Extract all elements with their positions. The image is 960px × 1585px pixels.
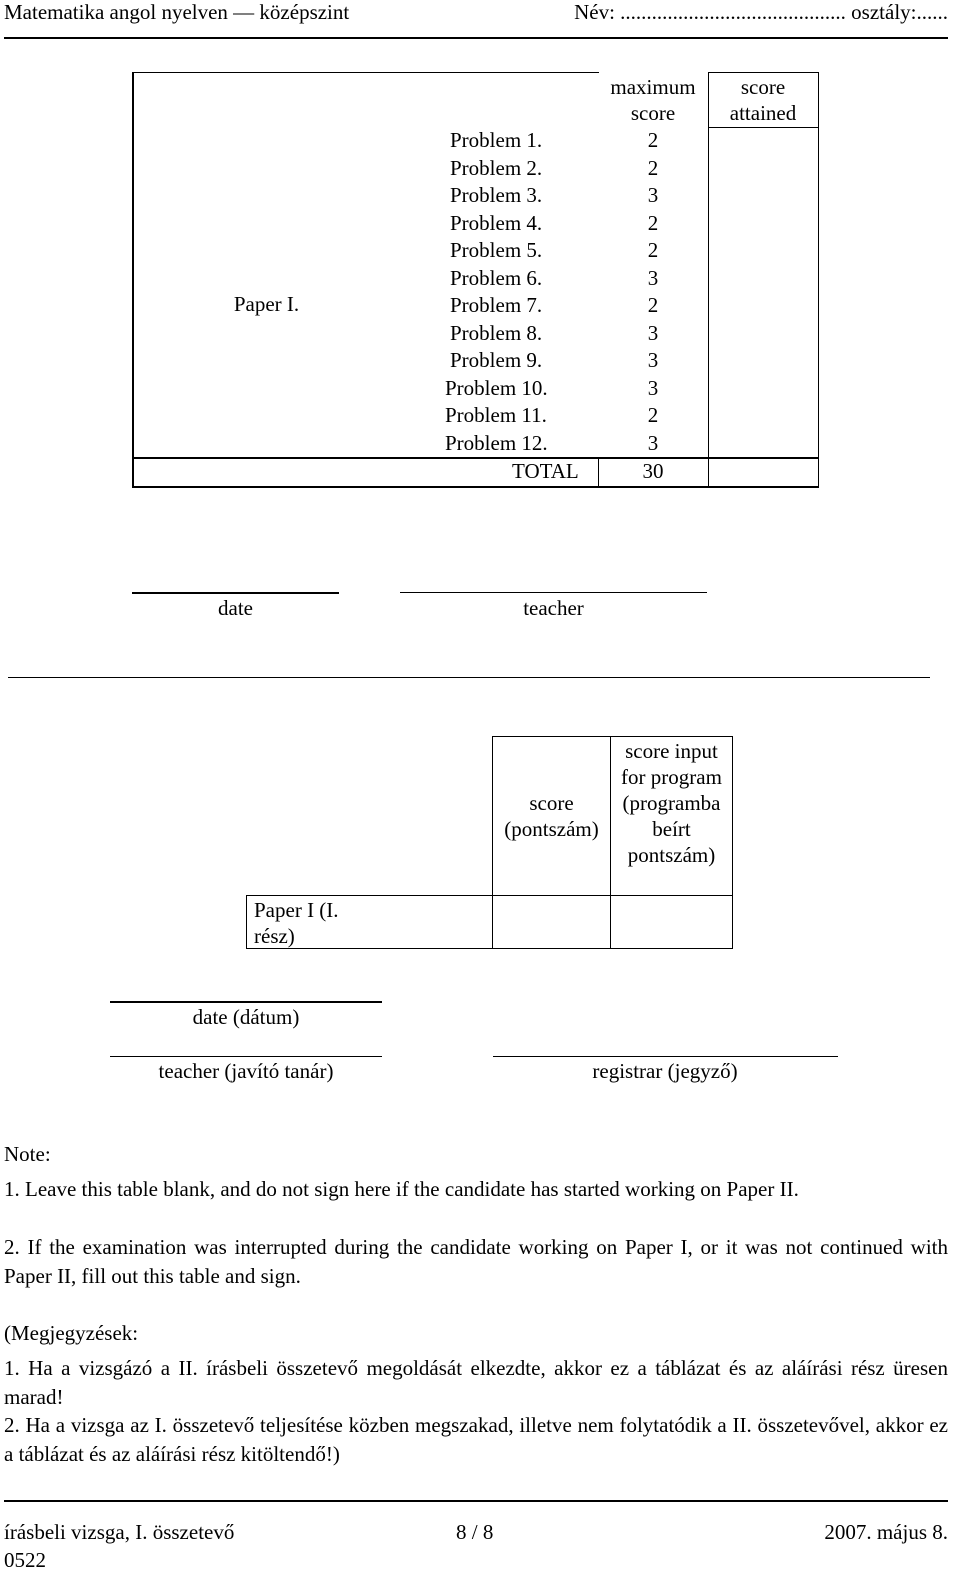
note-hu-item-1: 1. Ha a vizsgázó a II. írásbeli összetevő megoldását elkezdte, akkor ez a táblázat és az aláírási rész üresen marad!	[4, 1356, 948, 1409]
header-left: Matematika angol nyelven — középszint	[4, 0, 350, 24]
problem-max: 3	[647, 183, 659, 207]
teacher-javito-label: teacher (javító tanár)	[158, 1059, 334, 1083]
col-score-input: score input for program (programba beírt pontszám)	[621, 739, 722, 867]
problem-max: 3	[647, 265, 659, 290]
problem-max: 3	[647, 375, 659, 400]
problem-label: Problem 2.	[450, 155, 543, 180]
problem-max: 2	[647, 128, 659, 152]
problem-label: Problem 12.	[445, 430, 548, 455]
problem-max: 2	[647, 403, 659, 427]
problem-label: Problem 8.	[450, 320, 543, 345]
footer-code: 0522	[4, 1548, 46, 1572]
problem-max: 2	[647, 238, 659, 262]
problem-max: 3	[647, 348, 659, 372]
date-label: date	[218, 596, 253, 620]
footer-rule	[4, 1500, 948, 1502]
note-hu-item-2: 2. Ha a vizsga az I. összetevő teljesítése közben megszakad, illetve nem folytatódik a II. összetevővel, akkor ez a táblázat és az aláírási rész kitöltendő!)	[4, 1413, 948, 1466]
problem-label: Problem 11.	[445, 403, 547, 427]
registrar-label: registrar (jegyző)	[592, 1059, 738, 1083]
paper-i-label: Paper I (I. rész)	[254, 898, 339, 948]
section-divider	[8, 677, 930, 678]
date-signature-line	[132, 592, 339, 594]
problem-label: Problem 3.	[450, 183, 543, 207]
date-dutum-label: date (dátum)	[192, 1005, 300, 1029]
footer-page: 8 / 8	[456, 1520, 494, 1544]
problem-label: Problem 5.	[450, 238, 543, 262]
total-label: TOTAL	[512, 459, 579, 483]
problem-max: 3	[647, 430, 659, 455]
footer-left: írásbeli vizsga, I. összetevő	[4, 1520, 235, 1544]
problem-label: Problem 4.	[450, 210, 543, 235]
problem-max: 3	[647, 320, 659, 345]
problem-max: 2	[647, 293, 659, 317]
problem-label: Problem 6.	[450, 265, 543, 290]
teacher-label: teacher	[523, 596, 584, 620]
problem-label: Problem 7.	[450, 293, 543, 317]
header-rule	[4, 37, 948, 39]
date-signature-line	[110, 1001, 382, 1003]
note-title: Note:	[4, 1142, 51, 1166]
problem-label: Problem 9.	[450, 348, 543, 372]
registrar-signature-line	[493, 1056, 838, 1057]
problem-max: 2	[647, 155, 659, 180]
col-score: score (pontszám)	[504, 791, 599, 841]
problem-label: Problem 10.	[445, 375, 548, 400]
note-item-1: 1. Leave this table blank, and do not sign here if the candidate has started working on Paper II.	[4, 1177, 799, 1201]
note-hu-title: (Megjegyzések:	[4, 1321, 139, 1345]
problem-label: Problem 1.	[450, 128, 543, 152]
total-value: 30	[642, 459, 664, 483]
teacher-signature-line	[110, 1056, 382, 1057]
teacher-signature-line	[400, 592, 707, 593]
paper-label: Paper I.	[233, 292, 300, 316]
header-right: Név: ........................................... osztály:......	[574, 0, 948, 24]
footer-date: 2007. május 8.	[824, 1520, 948, 1544]
col-score-attained: score attained	[729, 75, 797, 125]
col-max-score: maximum score	[610, 75, 696, 125]
problem-max: 2	[647, 210, 659, 235]
note-item-2: 2. If the examination was interrupted during the candidate working on Paper I, or it was not continued with Paper II, fill out this table and sign.	[4, 1235, 948, 1288]
